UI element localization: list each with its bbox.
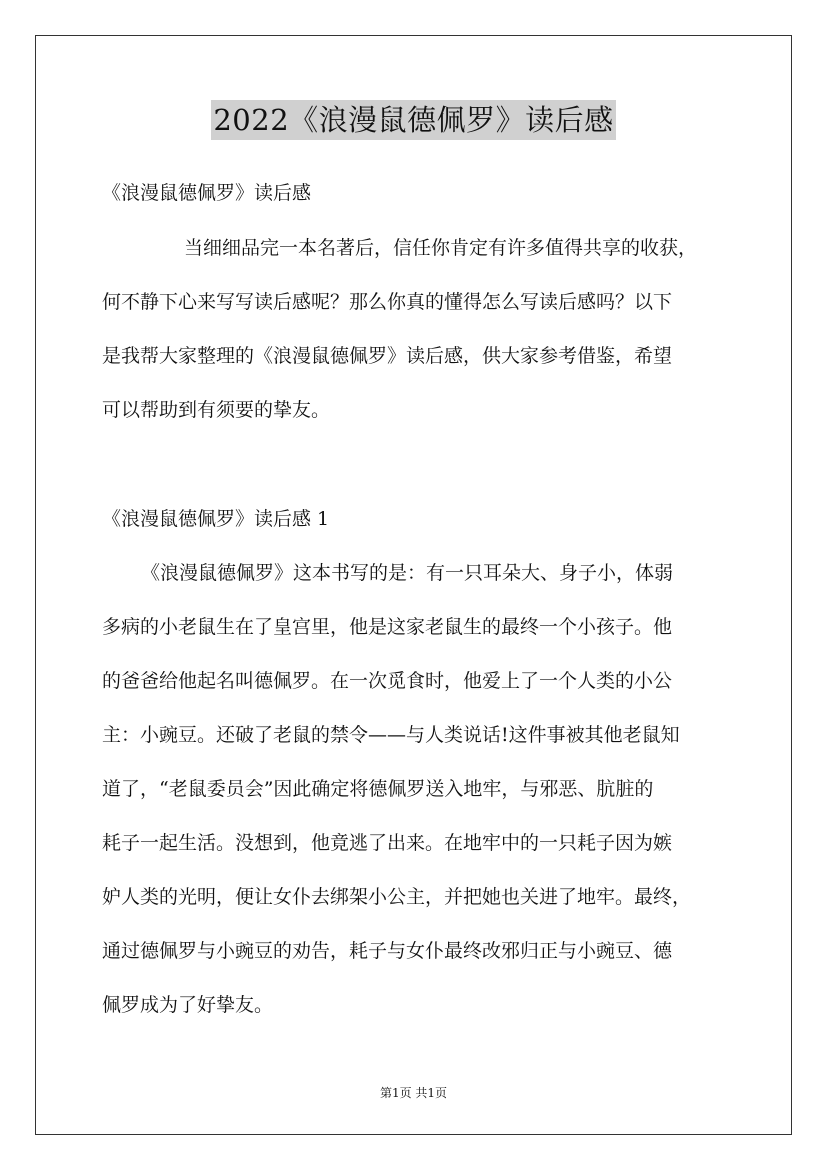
body-line: 道了，“老鼠委员会”因此确定将德佩罗送入地牢，与邪恶、肮脏的 bbox=[102, 778, 654, 800]
body-line: 通过德佩罗与小豌豆的劝告，耗子与女仆最终改邪归正与小豌豆、德 bbox=[102, 940, 673, 962]
body-line: 多病的小老鼠生在了皇宫里，他是这家老鼠生的最终一个小孩子。他 bbox=[102, 616, 673, 638]
body-line: 的爸爸给他起名叫德佩罗。在一次觅食时，他爱上了一个人类的小公 bbox=[102, 670, 673, 692]
body-line: 妒人类的光明，便让女仆去绑架小公主，并把她也关进了地牢。最终， bbox=[102, 886, 692, 908]
body-line: 佩罗成为了好挚友。 bbox=[102, 994, 274, 1016]
intro-line: 何不静下心来写写读后感呢？那么你真的懂得怎么写读后感吗？以下 bbox=[102, 291, 673, 313]
intro-line: 可以帮助到有须要的挚友。 bbox=[102, 399, 331, 421]
body-line: 《浪漫鼠德佩罗》这本书写的是：有一只耳朵大、身子小，体弱 bbox=[141, 562, 674, 584]
intro-line: 当细细品完一本名著后，信任你肯定有许多值得共享的收获， bbox=[184, 237, 698, 259]
body-line: 耗子一起生活。没想到，他竟逃了出来。在地牢中的一只耗子因为嫉 bbox=[102, 832, 673, 854]
section-heading: 《浪漫鼠德佩罗》读后感 1 bbox=[102, 508, 330, 530]
intro-line: 是我帮大家整理的《浪漫鼠德佩罗》读后感，供大家参考借鉴，希望 bbox=[102, 345, 673, 367]
document-title: 2022《浪漫鼠德佩罗》读后感 bbox=[211, 100, 615, 140]
page-footer: 第1页 共1页 bbox=[379, 1086, 448, 1100]
title-container bbox=[0, 100, 827, 140]
body-line: 主：小豌豆。还破了老鼠的禁令——与人类说话!这件事被其他老鼠知 bbox=[102, 724, 680, 746]
subtitle: 《浪漫鼠德佩罗》读后感 bbox=[102, 182, 312, 204]
